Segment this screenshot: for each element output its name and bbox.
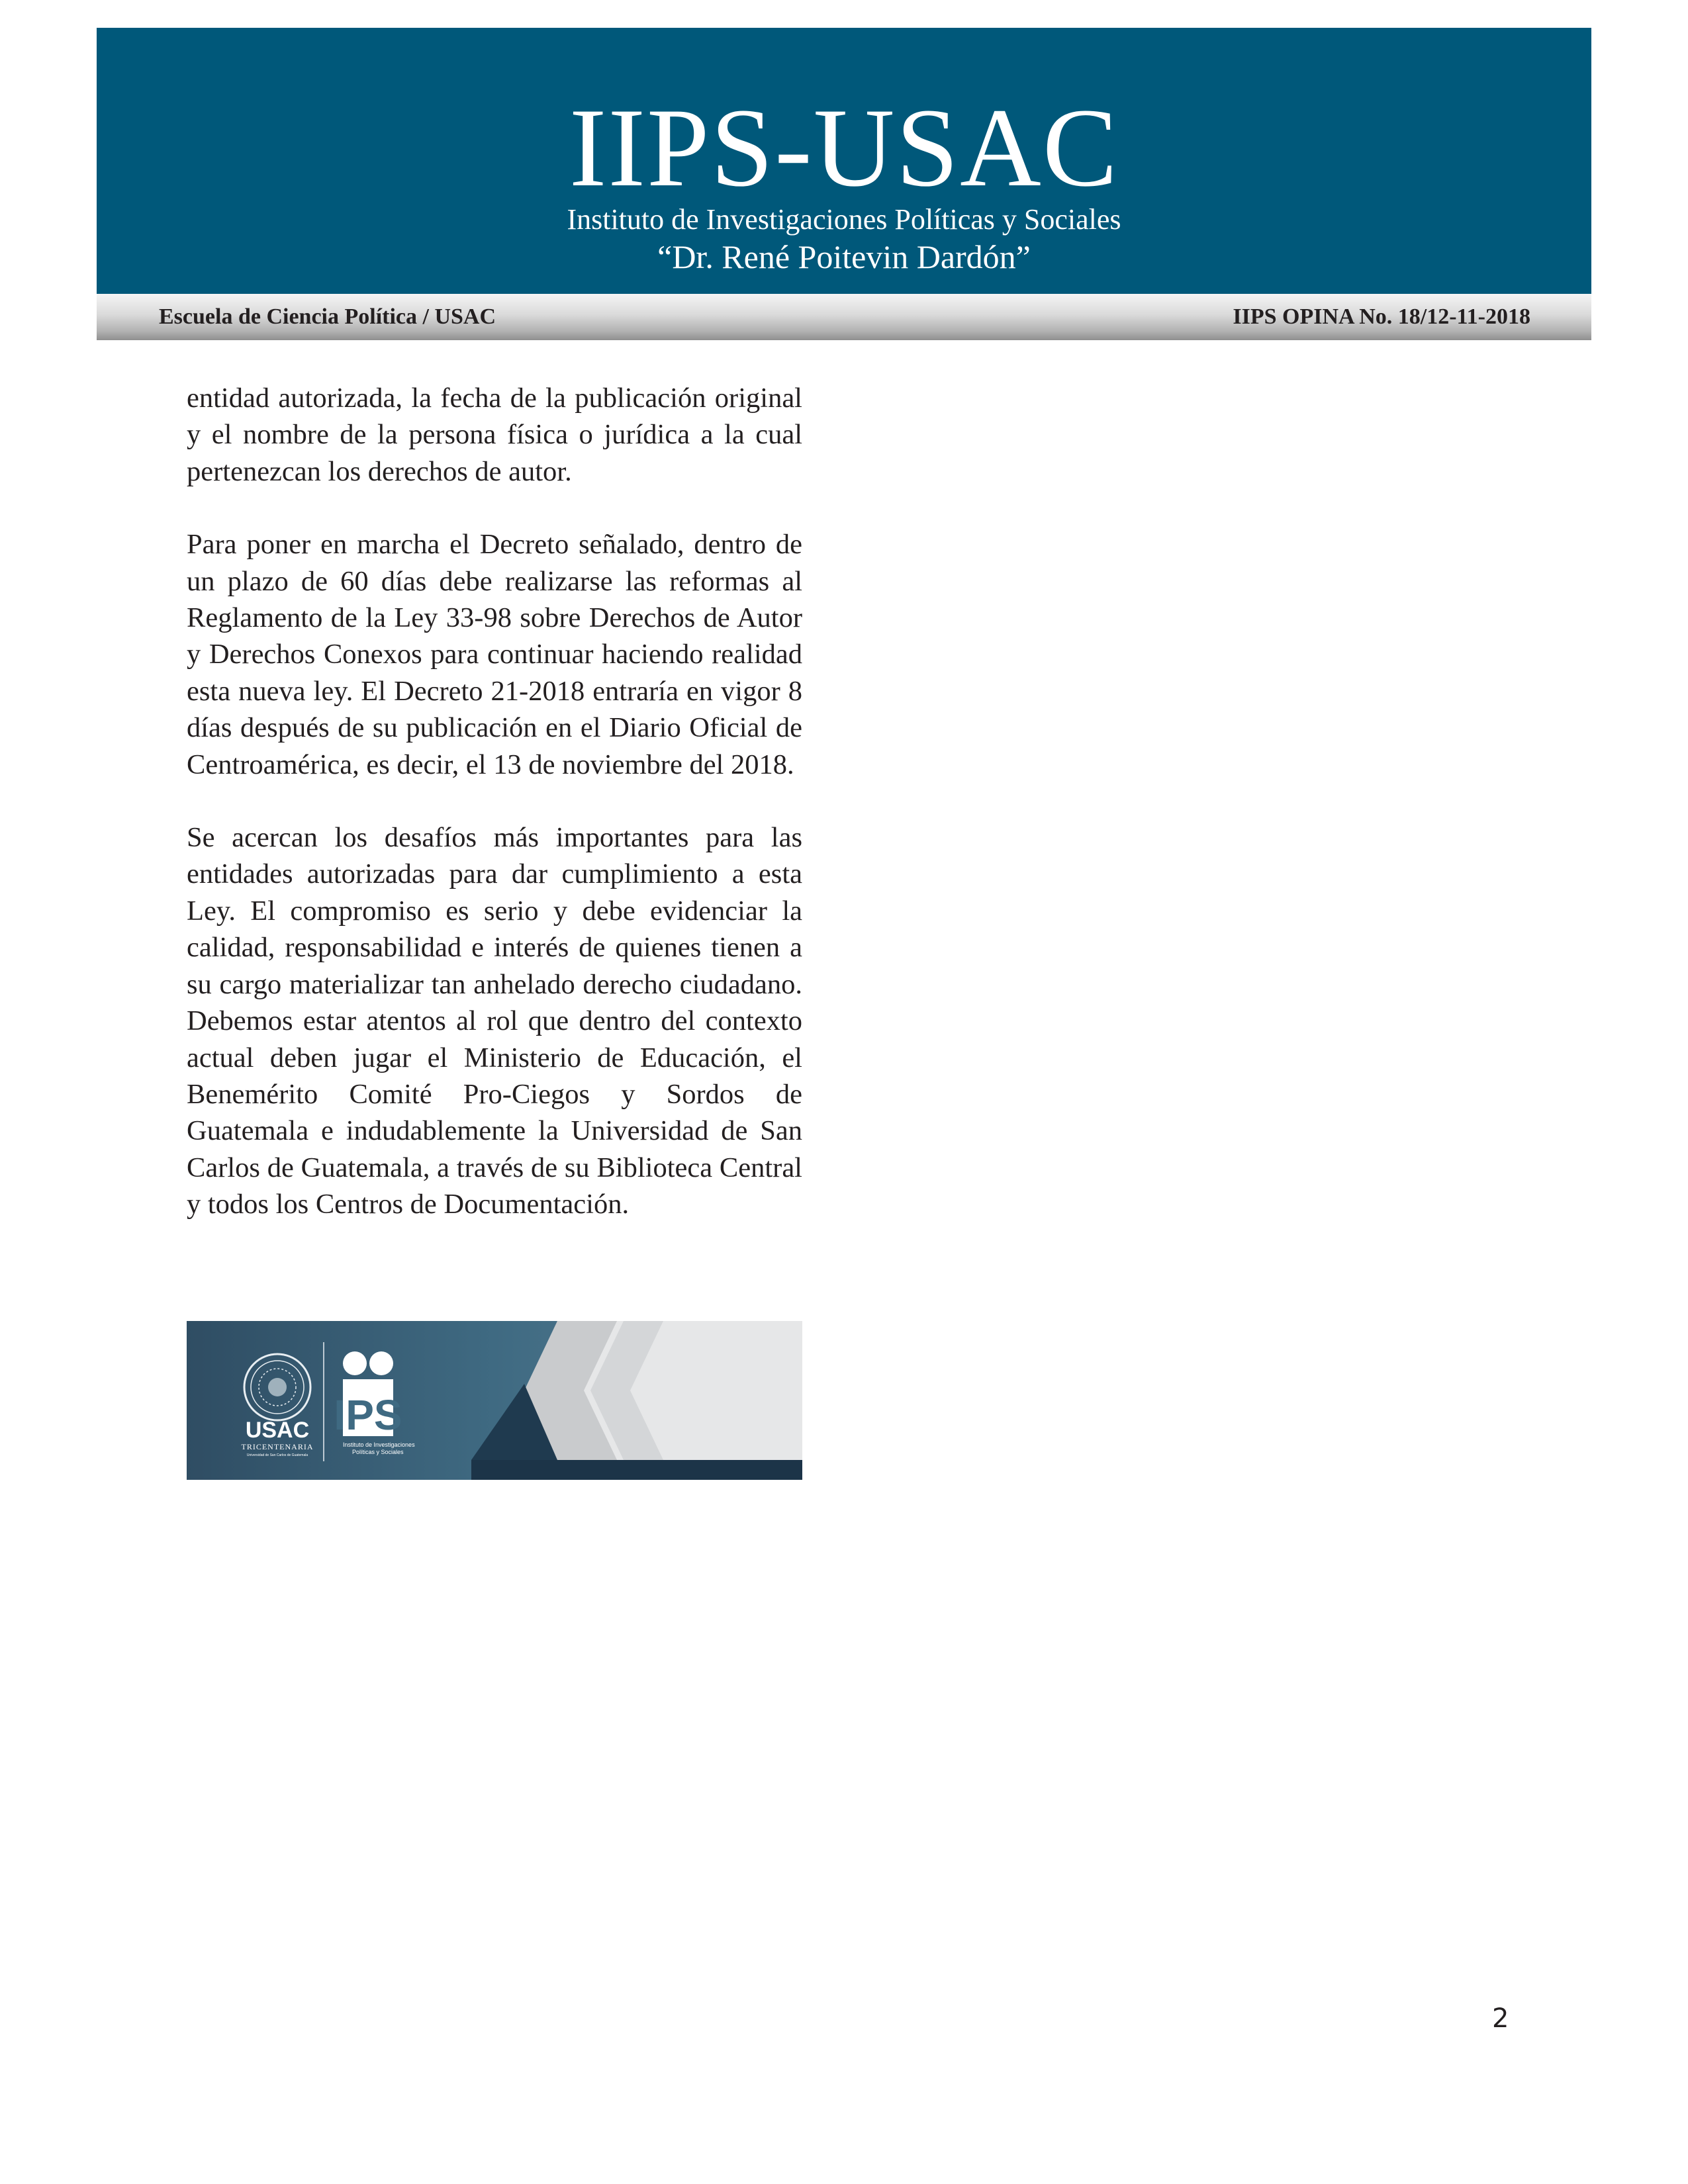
page-number: 2 — [1492, 2003, 1509, 2034]
masthead-subtitle: Instituto de Investigaciones Políticas y Sociales — [567, 203, 1121, 236]
institutional-banner — [187, 1321, 802, 1480]
masthead-banner — [97, 28, 1591, 294]
usac-sub: TRICENTENARIA — [241, 1442, 314, 1451]
masthead-dedication: “Dr. René Poitevin Dardón” — [657, 238, 1031, 275]
article-paragraph: entidad autorizada, la fecha de la publicación original y el nombre de la persona física o jurídica a la cual pertenezcan los derechos de autor. — [187, 383, 802, 487]
ips-line1: Instituto de Investigaciones — [343, 1441, 415, 1448]
issue-info-strip — [97, 294, 1591, 340]
article-body — [187, 380, 802, 1259]
ips-letters: IPS — [334, 1391, 402, 1439]
usac-tiny: Universidad de San Carlos de Guatemala — [246, 1453, 308, 1457]
article-paragraph: Se acercan los desafíos más importantes para las entidades autorizadas para dar cumplimiento a esta Ley. El compromiso es serio y debe evidenciar la calidad, responsabilidad e interés de quienes tienen a su cargo materializar tan anhelado derecho ciudadano. Debemos estar atentos al rol que dentro del contexto actual deben jugar el Ministerio de Educación, el Benemérito Comité Pro-Ciegos y Sordos de Guatemala e indudablemente la Universidad de San Carlos de Guatemala, a través de su Biblioteca Central y todos los Centros de Documentación. — [187, 822, 802, 1220]
banner-bottom-bar — [471, 1460, 802, 1480]
ips-line2: Políticas y Sociales — [352, 1449, 404, 1455]
issue-number: IIPS OPINA No. 18/12-11-2018 — [1233, 304, 1530, 329]
usac-label: USAC — [245, 1418, 310, 1443]
article-paragraph: Para poner en marcha el Decreto señalado, dentro de un plazo de 60 días debe realizarse las reformas al Reglamento de la Ley 33-98 sobre Derechos de Autor y Derechos Conexos para continuar haciendo realidad esta nueva ley. El Decreto 21-2018 entraría en vigor 8 días después de su publicación en el Diario Oficial de Centroamérica, es decir, el 13 de noviembre del 2018. — [187, 529, 802, 780]
school-name: Escuela de Ciencia Política / USAC — [159, 304, 496, 329]
masthead-title: IIPS-USAC — [569, 85, 1119, 210]
